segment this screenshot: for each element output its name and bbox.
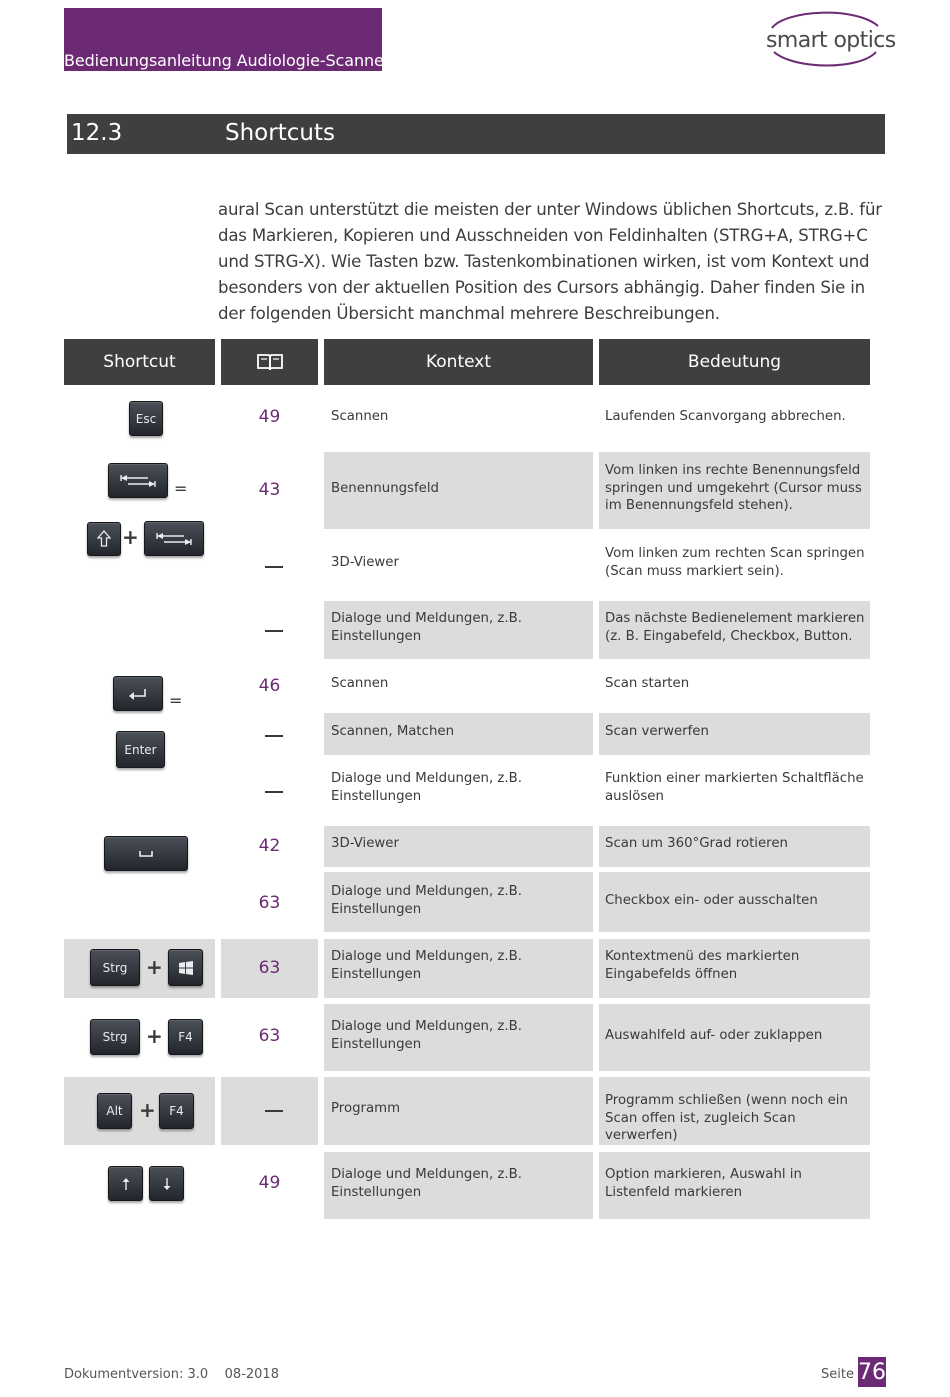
header-shortcut-label: Shortcut (103, 352, 176, 372)
context-cell: Benennungsfeld (331, 481, 439, 496)
logo-text: smart optics (766, 28, 896, 53)
tab-key (108, 463, 168, 498)
plus-sign: + (146, 1024, 163, 1048)
context-cell: Scannen (331, 409, 389, 424)
document-title: Bedienungsanleitung Audiologie-Scanner (64, 51, 391, 70)
page-ref: 63 (258, 958, 281, 978)
windows-key (168, 949, 203, 986)
section-heading (64, 114, 885, 154)
header-page (221, 339, 318, 385)
meaning-cell: Checkbox ein- oder ausschalten (605, 893, 818, 908)
meaning-cell: Option markieren, Auswahl in Listenfeld markieren (605, 1167, 802, 1200)
page-ref: 63 (258, 1026, 281, 1046)
meaning-cell: Auswahlfeld auf- oder zuklappen (605, 1028, 823, 1043)
context-cell: Dialoge und Meldungen, z.B. Einstellungen (331, 1019, 522, 1052)
header-meaning-label: Bedeutung (687, 352, 782, 372)
f4-key-label: F4 (178, 1030, 193, 1044)
f4-key-2 (159, 1093, 194, 1129)
no-page-dash (265, 791, 283, 793)
meaning-cell: Scan starten (605, 676, 690, 691)
shift-arrow-icon (97, 530, 111, 548)
document-title-box (64, 8, 391, 71)
header-context (324, 339, 593, 385)
page-ref: 46 (258, 676, 281, 696)
page-number: 76 (858, 1359, 886, 1385)
context-cell: 3D-Viewer (331, 555, 399, 570)
section-number: 12.3 (71, 120, 123, 146)
plus-sign: + (146, 955, 163, 979)
meaning-cell: Vom linken ins rechte Benennungsfeld springen und umgekehrt (Cursor muss im Benennungsfeld stehen). (605, 463, 862, 513)
enter-key-label: Enter (124, 742, 157, 757)
page-ref: 43 (258, 480, 281, 500)
strg-key-label: Strg (102, 960, 128, 975)
footer-doc-version: Dokumentversion: 3.0 08-2018 (64, 1367, 279, 1382)
context-cell: Dialoge und Meldungen, z.B. Einstellungen (331, 1167, 522, 1200)
esc-key (129, 401, 163, 436)
alt-key-label: Alt (106, 1104, 123, 1118)
return-arrow-icon (127, 687, 149, 701)
strg-key-label: Strg (102, 1030, 128, 1044)
tab-arrows-icon (154, 529, 194, 549)
arrow-up-icon (121, 1177, 131, 1191)
meaning-cell: Scan um 360°Grad rotieren (605, 836, 788, 851)
return-key (113, 676, 163, 711)
space-key (104, 836, 188, 871)
smart-optics-logo (760, 8, 896, 70)
no-page-dash (265, 735, 283, 737)
section-title: Shortcuts (225, 120, 335, 146)
f4-key (168, 1019, 203, 1055)
arrow-up-key (108, 1166, 143, 1201)
space-bracket-icon (139, 850, 153, 858)
esc-key-label: Esc (135, 411, 157, 426)
no-page-dash (265, 630, 283, 632)
meaning-cell: Laufenden Scanvorgang abbrechen. (605, 409, 846, 424)
tab-key-2 (144, 521, 204, 556)
equals-sign: = (169, 691, 183, 710)
context-cell: Dialoge und Meldungen, z.B. Einstellungen (331, 884, 522, 917)
strg-key-2 (90, 1019, 140, 1055)
page-ref: 63 (258, 893, 281, 913)
tab-arrows-icon (118, 471, 158, 491)
context-cell: 3D-Viewer (331, 836, 399, 851)
meaning-cell: Vom linken zum rechten Scan springen (Scan muss markiert sein). (605, 546, 865, 579)
context-cell: Dialoge und Meldungen, z.B. Einstellungen (331, 949, 522, 982)
meaning-cell: Scan verwerfen (605, 724, 709, 739)
header-context-label: Kontext (425, 352, 492, 372)
page-number-box (858, 1357, 886, 1387)
header-meaning (599, 339, 870, 385)
page-ref: 49 (258, 407, 281, 427)
no-page-dash (265, 566, 283, 568)
meaning-cell: Das nächste Bedienelement markieren (z. B. Eingabefeld, Checkbox, Button. (605, 611, 865, 644)
context-cell: Scannen (331, 676, 389, 691)
intro-paragraph: aural Scan unterstützt die meisten der unter Windows üblichen Shortcuts, z.B. für das Markieren, Kopieren und Ausschneiden von Feldinhalten (STRG+A, STRG+C und STRG-X). Wie Tasten bzw. Tastenkombinationen wirken, ist vom Kontext und besonders von der aktuellen Position des Cursors abhängig. Daher finden Sie in der folgenden Übersicht manchmal mehrere Beschreibungen. (218, 200, 882, 323)
plus-sign: + (139, 1098, 156, 1122)
enter-key (116, 731, 165, 768)
header-shortcut (64, 339, 215, 385)
arrow-down-icon (162, 1177, 172, 1191)
book-icon (256, 352, 284, 372)
page-ref: 49 (258, 1173, 281, 1193)
meaning-cell: Programm schließen (wenn noch ein Scan offen ist, zugleich Scan verwerfen) (605, 1093, 848, 1143)
footer-page-label: Seite (821, 1367, 854, 1382)
arrow-down-key (149, 1166, 184, 1201)
f4-key-label: F4 (169, 1104, 184, 1118)
equals-sign: = (174, 479, 188, 498)
strg-key (90, 949, 140, 986)
context-cell: Programm (331, 1101, 401, 1116)
context-cell: Scannen, Matchen (331, 724, 454, 739)
context-cell: Dialoge und Meldungen, z.B. Einstellungen (331, 771, 522, 804)
meaning-cell: Funktion einer markierten Schaltfläche auslösen (605, 771, 864, 804)
no-page-dash (265, 1110, 283, 1112)
page-ref: 42 (258, 836, 281, 856)
meaning-cell: Kontextmenü des markierten Eingabefelds öffnen (605, 949, 800, 982)
shift-key (87, 522, 121, 556)
windows-logo-icon (177, 959, 195, 977)
alt-key (97, 1093, 132, 1129)
plus-sign: + (122, 525, 139, 549)
context-cell: Dialoge und Meldungen, z.B. Einstellungen (331, 611, 522, 644)
